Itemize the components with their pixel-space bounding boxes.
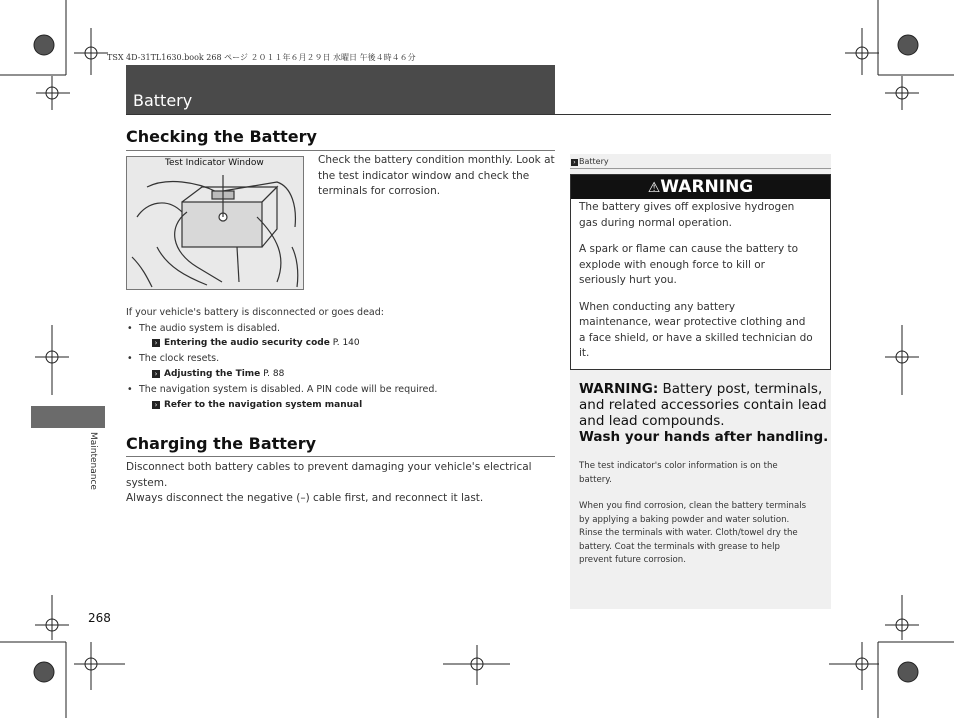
note-line: by applying a baking powder and water solution. (579, 514, 790, 525)
warning-line: gas during normal operation. (579, 216, 732, 229)
warning-line: a face shield, or have a skilled technician do (579, 331, 813, 344)
section-title: Battery (133, 91, 193, 110)
warning-text (579, 200, 827, 362)
note-line: prevent future corrosion. (579, 555, 686, 565)
note-line: When you find corrosion, clean the battery terminals (579, 501, 807, 511)
charging-text (126, 460, 558, 507)
side-note (579, 460, 829, 568)
note-line: battery. (579, 474, 612, 485)
intro-line: Check the battery condition monthly. Look at (318, 154, 555, 166)
warning-line: seriously hurt you. (579, 274, 677, 286)
arrow-icon: › (571, 159, 578, 166)
warning-line: A spark or flame can cause the battery to (579, 243, 799, 255)
side-ref (571, 157, 609, 166)
side-ref-label: Battery (579, 157, 609, 166)
battery-illustration (126, 156, 304, 290)
intro-line: terminals for corrosion. (318, 185, 441, 197)
warning-line: The battery gives off explosive hydrogen (579, 201, 795, 213)
lead-line: and related accessories contain lead (579, 397, 827, 413)
lead-warning-label: WARNING: (579, 381, 659, 397)
arrow-icon: › (152, 401, 160, 409)
warning-line: maintenance, wear protective clothing and (579, 316, 806, 328)
lead-warning-bold: Wash your hands after handling. (579, 429, 829, 445)
checking-heading: Checking the Battery (126, 127, 317, 146)
arrow-icon: › (152, 339, 160, 347)
intro-line: the test indicator window and check the (318, 169, 530, 182)
disconnected-intro: If your vehicle's battery is disconnected or goes dead: (126, 307, 384, 318)
warning-line: When conducting any battery (579, 300, 736, 313)
checking-intro (318, 153, 558, 200)
charging-rule (126, 456, 555, 457)
lead-line: and lead compounds. (579, 413, 725, 429)
section-rule (126, 114, 831, 115)
charging-line: Disconnect both battery cables to prevent damaging your vehicle's electrical system. (126, 461, 532, 489)
lead-line: Battery post, terminals, (658, 381, 823, 397)
charging-heading: Charging the Battery (126, 434, 317, 453)
cross-reference-link[interactable] (152, 400, 362, 410)
list-item: • The navigation system is disabled. A PIN code will be required. (139, 384, 437, 395)
ref-title: Entering the audio security code (164, 338, 330, 348)
warning-line: explode with enough force to kill or (579, 258, 765, 271)
lead-warning (579, 381, 829, 445)
arrow-icon: › (152, 370, 160, 378)
battery-drawing (127, 157, 304, 290)
ref-page: P. 88 (260, 369, 285, 379)
warning-header (571, 175, 830, 199)
list-item: • The audio system is disabled. (139, 323, 280, 334)
ref-title: Refer to the navigation system manual (164, 400, 363, 410)
checking-rule (126, 150, 555, 151)
note-line: battery. Coat the terminals with grease to help (579, 541, 780, 552)
cross-reference-link[interactable] (152, 369, 284, 379)
ref-page: P. 140 (329, 338, 360, 348)
chapter-tab[interactable] (31, 406, 105, 428)
warning-title: WARNING (660, 177, 754, 197)
ref-title: Adjusting the Time (164, 369, 261, 379)
page-number: 268 (88, 611, 111, 625)
charging-line: Always disconnect the negative (–) cable first, and reconnect it last. (126, 492, 484, 504)
cross-reference-link[interactable] (152, 338, 360, 348)
list-item: • The clock resets. (139, 353, 219, 364)
side-rule (570, 168, 831, 169)
print-header: TSX 4D-31TL1630.book 268 ページ ２０１１年６月２９日 水曜日 午後４時４６分 (107, 53, 416, 62)
warning-line: it. (579, 347, 590, 359)
warning-triangle-icon: ⚠ (647, 180, 661, 196)
note-line: The test indicator's color information is on the (579, 461, 778, 471)
note-line: Rinse the terminals with water. Cloth/towel dry the (579, 528, 798, 538)
figure-label: Test Indicator Window (165, 158, 264, 168)
chapter-label: Maintenance (88, 432, 98, 490)
